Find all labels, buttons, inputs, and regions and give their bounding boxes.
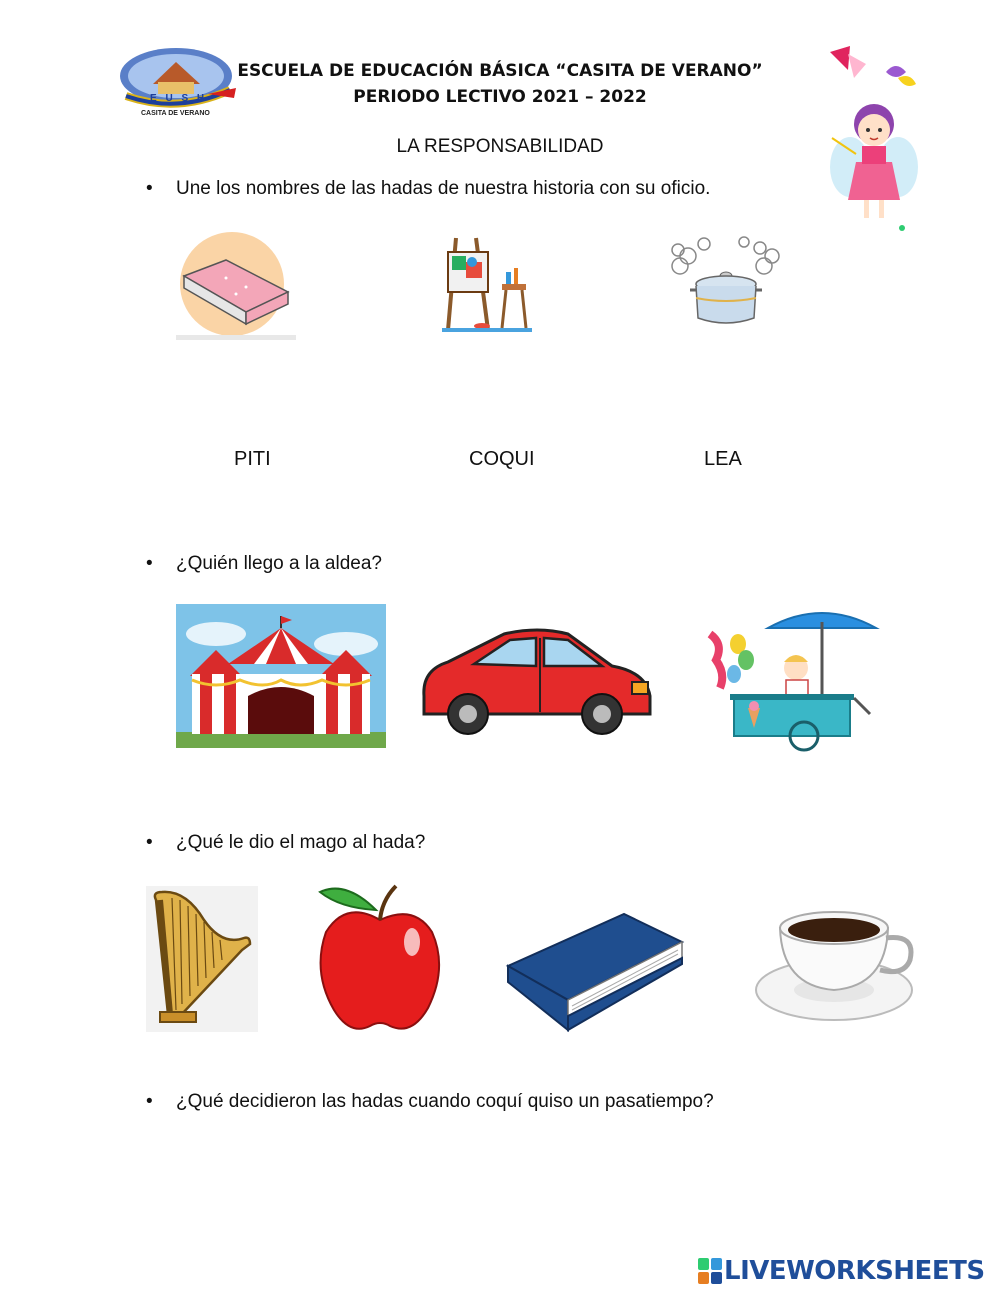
fairy-name-piti: PITI [234, 448, 271, 470]
liveworksheets-brand[interactable]: LIVEWORKSHEETS [724, 1256, 985, 1286]
cooking-pot-icon [664, 234, 788, 330]
apple-icon [316, 880, 446, 1034]
blue-book-icon [506, 910, 686, 1034]
logo-caption: CASITA DE VERANO [141, 110, 210, 117]
school-name: ESCUELA DE EDUCACIÓN BÁSICA “CASITA DE VERANO” [237, 61, 763, 81]
logo-label: E U S H [150, 93, 208, 104]
harp-icon [146, 886, 258, 1032]
question-1: • Une los nombres de las hadas de nuestra historia con su oficio. [146, 178, 710, 200]
liveworksheets-logo-icon [698, 1258, 722, 1284]
question-3: • ¿Qué le dio el mago al hada? [146, 832, 425, 854]
ice-cream-cart-icon [704, 604, 882, 744]
coffee-cup-icon [754, 904, 916, 1028]
school-period: PERIODO LECTIVO 2021 – 2022 [353, 87, 647, 107]
easel-icon [442, 232, 532, 332]
book-icon [176, 232, 296, 340]
fairy-name-lea: LEA [704, 448, 742, 470]
red-car-icon [418, 626, 652, 736]
question-4: • ¿Qué decidieron las hadas cuando coquí quiso un pasatiempo? [146, 1091, 714, 1113]
question-2: • ¿Quién llego a la aldea? [146, 553, 382, 575]
fairy-icon [826, 42, 922, 234]
worksheet-title: LA RESPONSABILIDAD [396, 136, 604, 157]
circus-tent-icon [176, 604, 386, 748]
fairy-name-coqui: COQUI [469, 448, 535, 470]
